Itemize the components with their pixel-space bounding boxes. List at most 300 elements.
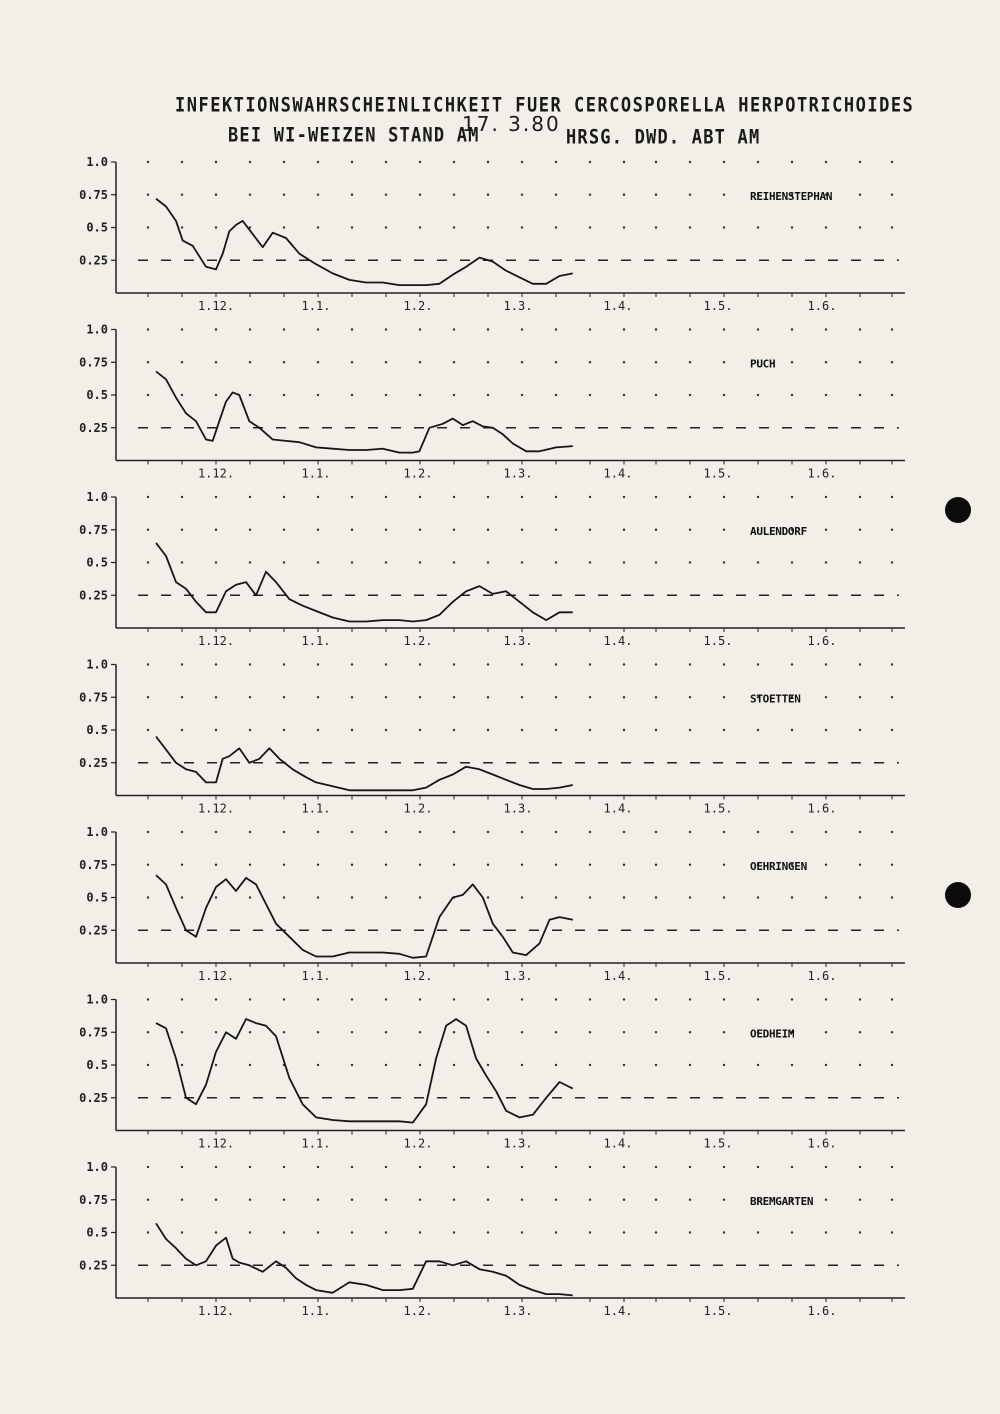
grid-dot xyxy=(215,1064,217,1066)
grid-dot xyxy=(317,696,319,698)
grid-dot xyxy=(283,696,285,698)
grid-dot xyxy=(487,729,489,731)
grid-dot xyxy=(891,864,893,866)
grid-dot xyxy=(655,1199,657,1201)
grid-dot xyxy=(385,998,387,1000)
grid-dot xyxy=(623,1064,625,1066)
grid-dot xyxy=(351,561,353,563)
grid-dot xyxy=(521,561,523,563)
chart-panel-reihenstephan xyxy=(79,155,905,313)
grid-dot xyxy=(655,864,657,866)
grid-dot xyxy=(351,1199,353,1201)
grid-dot xyxy=(891,896,893,898)
grid-dot xyxy=(181,896,183,898)
grid-dot xyxy=(215,998,217,1000)
grid-dot xyxy=(623,1231,625,1233)
grid-dot xyxy=(757,328,759,330)
page-subtitle: BEI WI-WEIZEN STAND AM xyxy=(228,124,480,147)
grid-dot xyxy=(249,529,251,531)
grid-dot xyxy=(555,361,557,363)
y-tick-label: 1.0 xyxy=(86,1160,108,1174)
grid-dot xyxy=(689,663,691,665)
grid-dot xyxy=(825,1199,827,1201)
grid-dot xyxy=(589,998,591,1000)
x-tick-label: 1.6. xyxy=(807,299,837,313)
grid-dot xyxy=(215,864,217,866)
grid-dot xyxy=(521,864,523,866)
grid-dot xyxy=(689,831,691,833)
grid-dot xyxy=(655,831,657,833)
grid-dot xyxy=(385,529,387,531)
grid-dot xyxy=(215,729,217,731)
grid-dot xyxy=(555,226,557,228)
y-tick-label: 0.25 xyxy=(79,588,108,603)
grid-dot xyxy=(351,1064,353,1066)
grid-dot xyxy=(623,729,625,731)
x-tick-label: 1.5. xyxy=(703,466,733,481)
grid-dot xyxy=(689,361,691,363)
grid-dot xyxy=(181,696,183,698)
grid-dot xyxy=(589,226,591,228)
grid-dot xyxy=(385,328,387,330)
grid-dot xyxy=(859,1031,861,1033)
x-tick-label: 1.2. xyxy=(403,299,433,313)
grid-dot xyxy=(351,496,353,498)
grid-dot xyxy=(385,496,387,498)
grid-dot xyxy=(757,561,759,563)
grid-dot xyxy=(181,1064,183,1066)
grid-dot xyxy=(655,896,657,898)
grid-dot xyxy=(655,561,657,563)
grid-dot xyxy=(351,1031,353,1033)
stand-date-stamp: 17. 3.80 xyxy=(462,112,561,136)
grid-dot xyxy=(723,194,725,196)
grid-dot xyxy=(487,864,489,866)
grid-dot xyxy=(147,529,149,531)
grid-dot xyxy=(723,561,725,563)
grid-dot xyxy=(623,328,625,330)
grid-dot xyxy=(589,161,591,163)
grid-dot xyxy=(791,896,793,898)
grid-dot xyxy=(521,1064,523,1066)
grid-dot xyxy=(215,1231,217,1233)
punch-hole-lower xyxy=(945,882,971,908)
x-tick-label: 1.5. xyxy=(703,801,733,816)
grid-dot xyxy=(859,896,861,898)
grid-dot xyxy=(487,1064,489,1066)
grid-dot xyxy=(351,161,353,163)
grid-dot xyxy=(521,394,523,396)
grid-dot xyxy=(181,161,183,163)
grid-dot xyxy=(723,1199,725,1201)
grid-dot xyxy=(419,864,421,866)
grid-dot xyxy=(487,1031,489,1033)
grid-dot xyxy=(487,663,489,665)
grid-dot xyxy=(453,361,455,363)
grid-dot xyxy=(419,529,421,531)
grid-dot xyxy=(419,1231,421,1233)
grid-dot xyxy=(791,663,793,665)
grid-dot xyxy=(351,328,353,330)
y-tick-label: 0.75 xyxy=(79,187,108,202)
grid-dot xyxy=(453,998,455,1000)
grid-dot xyxy=(283,328,285,330)
y-tick-label: 0.25 xyxy=(79,253,108,268)
grid-dot xyxy=(487,328,489,330)
grid-dot xyxy=(689,561,691,563)
grid-dot xyxy=(385,194,387,196)
grid-dot xyxy=(453,1199,455,1201)
grid-dot xyxy=(317,529,319,531)
infection-probability-line xyxy=(156,199,573,285)
infection-probability-line xyxy=(156,875,573,958)
grid-dot xyxy=(825,328,827,330)
grid-dot xyxy=(723,729,725,731)
grid-dot xyxy=(283,729,285,731)
grid-dot xyxy=(215,831,217,833)
x-tick-label: 1.1. xyxy=(301,466,331,481)
grid-dot xyxy=(249,896,251,898)
chart-panel-oedheim xyxy=(79,993,905,1151)
station-label: OEHRINGEN xyxy=(750,859,807,873)
grid-dot xyxy=(589,1199,591,1201)
grid-dot xyxy=(521,226,523,228)
grid-dot xyxy=(317,1031,319,1033)
grid-dot xyxy=(723,864,725,866)
grid-dot xyxy=(723,998,725,1000)
grid-dot xyxy=(487,394,489,396)
grid-dot xyxy=(317,161,319,163)
grid-dot xyxy=(385,1031,387,1033)
grid-dot xyxy=(181,864,183,866)
x-tick-label: 1.12. xyxy=(197,969,235,983)
grid-dot xyxy=(249,194,251,196)
grid-dot xyxy=(283,998,285,1000)
grid-dot xyxy=(521,161,523,163)
grid-dot xyxy=(249,361,251,363)
x-tick-label: 1.6. xyxy=(807,969,837,983)
grid-dot xyxy=(147,161,149,163)
grid-dot xyxy=(317,226,319,228)
grid-dot xyxy=(723,226,725,228)
y-tick-label: 1.0 xyxy=(86,490,108,504)
grid-dot xyxy=(723,496,725,498)
grid-dot xyxy=(283,561,285,563)
grid-dot xyxy=(317,1231,319,1233)
grid-dot xyxy=(689,1031,691,1033)
y-tick-label: 0.25 xyxy=(79,1090,108,1105)
grid-dot xyxy=(521,1031,523,1033)
grid-dot xyxy=(283,361,285,363)
grid-dot xyxy=(351,896,353,898)
grid-dot xyxy=(589,864,591,866)
x-tick-label: 1.5. xyxy=(703,299,733,313)
grid-dot xyxy=(723,361,725,363)
grid-dot xyxy=(757,729,759,731)
grid-dot xyxy=(453,1064,455,1066)
grid-dot xyxy=(419,696,421,698)
y-tick-label: 0.5 xyxy=(86,1058,108,1072)
y-tick-label: 1.0 xyxy=(86,155,108,169)
x-tick-label: 1.2. xyxy=(403,1136,433,1151)
grid-dot xyxy=(825,361,827,363)
grid-dot xyxy=(283,1231,285,1233)
y-tick-label: 0.5 xyxy=(86,555,108,570)
grid-dot xyxy=(181,1199,183,1201)
grid-dot xyxy=(589,361,591,363)
grid-dot xyxy=(215,1031,217,1033)
grid-dot xyxy=(453,226,455,228)
grid-dot xyxy=(453,561,455,563)
grid-dot xyxy=(453,496,455,498)
grid-dot xyxy=(453,529,455,531)
grid-dot xyxy=(825,729,827,731)
y-tick-label: 1.0 xyxy=(86,322,108,337)
grid-dot xyxy=(487,998,489,1000)
grid-dot xyxy=(385,361,387,363)
grid-dot xyxy=(589,831,591,833)
grid-dot xyxy=(351,696,353,698)
grid-dot xyxy=(147,831,149,833)
grid-dot xyxy=(623,561,625,563)
grid-dot xyxy=(689,496,691,498)
grid-dot xyxy=(555,161,557,163)
grid-dot xyxy=(689,328,691,330)
grid-dot xyxy=(825,1231,827,1233)
grid-dot xyxy=(891,831,893,833)
grid-dot xyxy=(419,1199,421,1201)
infection-probability-line xyxy=(156,371,573,452)
grid-dot xyxy=(487,161,489,163)
grid-dot xyxy=(521,361,523,363)
grid-dot xyxy=(317,729,319,731)
grid-dot xyxy=(453,1231,455,1233)
grid-dot xyxy=(623,226,625,228)
x-tick-label: 1.5. xyxy=(703,634,733,648)
grid-dot xyxy=(317,831,319,833)
grid-dot xyxy=(791,1064,793,1066)
grid-dot xyxy=(453,1031,455,1033)
grid-dot xyxy=(487,496,489,498)
grid-dot xyxy=(147,663,149,665)
station-label: REIHENSTEPHAN xyxy=(750,189,833,203)
grid-dot xyxy=(283,896,285,898)
grid-dot xyxy=(521,194,523,196)
grid-dot xyxy=(351,529,353,531)
y-tick-label: 0.25 xyxy=(79,420,108,435)
grid-dot xyxy=(859,1166,861,1168)
y-tick-label: 0.75 xyxy=(79,857,108,872)
x-tick-label: 1.6. xyxy=(807,634,837,648)
grid-dot xyxy=(419,1166,421,1168)
grid-dot xyxy=(351,1231,353,1233)
infection-probability-line xyxy=(156,1019,573,1123)
grid-dot xyxy=(283,496,285,498)
grid-dot xyxy=(385,896,387,898)
grid-dot xyxy=(825,561,827,563)
grid-dot xyxy=(317,1166,319,1168)
grid-dot xyxy=(351,394,353,396)
station-label: PUCH xyxy=(750,357,776,371)
grid-dot xyxy=(791,831,793,833)
grid-dot xyxy=(859,328,861,330)
grid-dot xyxy=(317,663,319,665)
grid-dot xyxy=(623,864,625,866)
grid-dot xyxy=(317,394,319,396)
grid-dot xyxy=(419,194,421,196)
grid-dot xyxy=(757,1166,759,1168)
grid-dot xyxy=(757,663,759,665)
x-tick-label: 1.2. xyxy=(403,634,433,648)
grid-dot xyxy=(655,1031,657,1033)
y-tick-label: 0.75 xyxy=(79,1025,108,1040)
grid-dot xyxy=(249,161,251,163)
grid-dot xyxy=(317,194,319,196)
x-tick-label: 1.12. xyxy=(197,801,235,816)
grid-dot xyxy=(249,729,251,731)
grid-dot xyxy=(859,1199,861,1201)
grid-dot xyxy=(891,328,893,330)
grid-dot xyxy=(859,496,861,498)
grid-dot xyxy=(147,361,149,363)
x-tick-label: 1.5. xyxy=(703,969,733,983)
grid-dot xyxy=(419,361,421,363)
grid-dot xyxy=(453,696,455,698)
grid-dot xyxy=(825,896,827,898)
grid-dot xyxy=(589,496,591,498)
x-tick-label: 1.1. xyxy=(301,634,331,648)
grid-dot xyxy=(757,161,759,163)
grid-dot xyxy=(859,226,861,228)
grid-dot xyxy=(859,729,861,731)
grid-dot xyxy=(215,896,217,898)
grid-dot xyxy=(891,194,893,196)
grid-dot xyxy=(385,226,387,228)
grid-dot xyxy=(487,529,489,531)
grid-dot xyxy=(249,394,251,396)
x-tick-label: 1.4. xyxy=(603,299,633,313)
grid-dot xyxy=(215,1166,217,1168)
x-tick-label: 1.1. xyxy=(301,299,331,313)
grid-dot xyxy=(689,864,691,866)
grid-dot xyxy=(689,998,691,1000)
grid-dot xyxy=(589,529,591,531)
grid-dot xyxy=(791,161,793,163)
grid-dot xyxy=(689,1231,691,1233)
grid-dot xyxy=(181,1031,183,1033)
grid-dot xyxy=(859,194,861,196)
grid-dot xyxy=(555,529,557,531)
grid-dot xyxy=(385,561,387,563)
grid-dot xyxy=(655,663,657,665)
grid-dot xyxy=(453,663,455,665)
grid-dot xyxy=(589,1064,591,1066)
grid-dot xyxy=(521,896,523,898)
grid-dot xyxy=(453,1166,455,1168)
grid-dot xyxy=(891,696,893,698)
grid-dot xyxy=(453,864,455,866)
y-tick-label: 0.25 xyxy=(79,923,108,938)
grid-dot xyxy=(385,394,387,396)
grid-dot xyxy=(859,998,861,1000)
grid-dot xyxy=(689,1064,691,1066)
grid-dot xyxy=(181,831,183,833)
grid-dot xyxy=(385,1231,387,1233)
grid-dot xyxy=(623,896,625,898)
grid-dot xyxy=(181,496,183,498)
grid-dot xyxy=(385,663,387,665)
grid-dot xyxy=(689,696,691,698)
grid-dot xyxy=(757,831,759,833)
grid-dot xyxy=(147,561,149,563)
chart-panel-aulendorf xyxy=(79,490,905,648)
grid-dot xyxy=(555,896,557,898)
y-tick-label: 0.5 xyxy=(86,890,108,905)
grid-dot xyxy=(181,328,183,330)
grid-dot xyxy=(521,696,523,698)
grid-dot xyxy=(825,496,827,498)
chart-panel-puch xyxy=(79,323,905,481)
grid-dot xyxy=(589,194,591,196)
grid-dot xyxy=(283,226,285,228)
grid-dot xyxy=(791,1231,793,1233)
grid-dot xyxy=(351,729,353,731)
x-tick-label: 1.3. xyxy=(503,466,533,481)
grid-dot xyxy=(589,696,591,698)
grid-dot xyxy=(249,864,251,866)
grid-dot xyxy=(623,394,625,396)
grid-dot xyxy=(249,663,251,665)
grid-dot xyxy=(249,696,251,698)
grid-dot xyxy=(385,1064,387,1066)
grid-dot xyxy=(623,496,625,498)
grid-dot xyxy=(689,194,691,196)
grid-dot xyxy=(891,561,893,563)
grid-dot xyxy=(181,729,183,731)
grid-dot xyxy=(283,864,285,866)
grid-dot xyxy=(521,529,523,531)
grid-dot xyxy=(655,328,657,330)
grid-dot xyxy=(317,561,319,563)
grid-dot xyxy=(723,328,725,330)
grid-dot xyxy=(791,328,793,330)
grid-dot xyxy=(891,1031,893,1033)
grid-dot xyxy=(891,1199,893,1201)
grid-dot xyxy=(589,1231,591,1233)
grid-dot xyxy=(555,1064,557,1066)
grid-dot xyxy=(825,696,827,698)
grid-dot xyxy=(283,194,285,196)
grid-dot xyxy=(723,1166,725,1168)
grid-dot xyxy=(249,496,251,498)
grid-dot xyxy=(147,496,149,498)
grid-dot xyxy=(215,496,217,498)
grid-dot xyxy=(555,831,557,833)
grid-dot xyxy=(757,1231,759,1233)
page-title: INFEKTIONSWAHRSCHEINLICHKEIT FUER CERCOSPORELLA HERPOTRICHOIDES xyxy=(175,94,915,117)
grid-dot xyxy=(757,998,759,1000)
grid-dot xyxy=(521,729,523,731)
x-tick-label: 1.4. xyxy=(603,801,633,816)
grid-dot xyxy=(723,831,725,833)
grid-dot xyxy=(487,1166,489,1168)
grid-dot xyxy=(757,496,759,498)
grid-dot xyxy=(791,226,793,228)
grid-dot xyxy=(181,529,183,531)
grid-dot xyxy=(147,1199,149,1201)
grid-dot xyxy=(419,496,421,498)
grid-dot xyxy=(385,729,387,731)
